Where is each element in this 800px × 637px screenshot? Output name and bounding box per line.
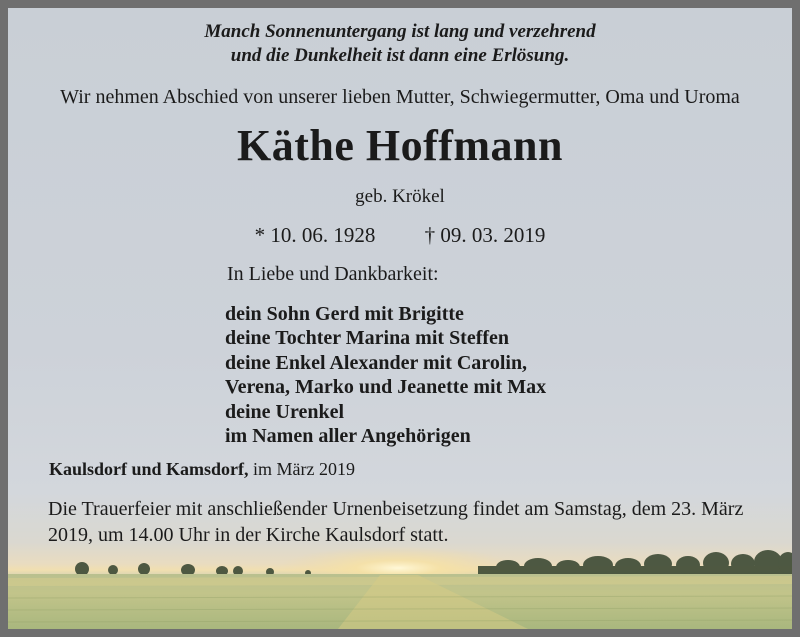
place-date: im März 2019 <box>248 459 356 479</box>
mourner-line: deine Urenkel <box>225 400 345 423</box>
obituary-card <box>8 8 792 629</box>
service-line-1: Die Trauerfeier mit anschließender Urnenbeisetzung findet am Samstag, dem 23. März <box>48 498 744 520</box>
mourners-list <box>225 302 546 448</box>
mourner-line: deine Enkel Alexander mit Carolin, <box>225 351 528 374</box>
birth-date: * 10. 06. 1928 <box>254 223 376 247</box>
mourner-line: im Namen aller Angehörigen <box>225 425 471 448</box>
motto <box>8 20 792 68</box>
place-names: Kaulsdorf und Kamsdorf, <box>49 459 249 479</box>
life-dates <box>8 223 792 248</box>
motto-line-1: Manch Sonnenuntergang ist lang und verzehrend <box>204 21 596 42</box>
service-line-2: 2019, um 14.00 Uhr in der Kirche Kaulsdorf statt. <box>48 524 449 546</box>
mourner-line: dein Sohn Gerd mit Brigitte <box>225 303 464 325</box>
birth-name: geb. Krökel <box>355 186 445 207</box>
sunset-field-image <box>8 538 792 629</box>
mourner-line: deine Tochter Marina mit Steffen <box>225 327 510 350</box>
deceased-name: Käthe Hoffmann <box>237 121 563 170</box>
intro-text: Wir nehmen Abschied von unserer lieben Mutter, Schwiegermutter, Oma und Uroma <box>60 86 740 108</box>
gratitude-line: In Liebe und Dankbarkeit: <box>227 263 439 285</box>
mourner-line: Verena, Marko und Jeanette mit Max <box>225 376 547 399</box>
death-date: † 09. 03. 2019 <box>424 223 546 247</box>
place-date-line <box>49 459 355 480</box>
motto-line-2: und die Dunkelheit ist dann eine Erlösung. <box>230 45 570 66</box>
